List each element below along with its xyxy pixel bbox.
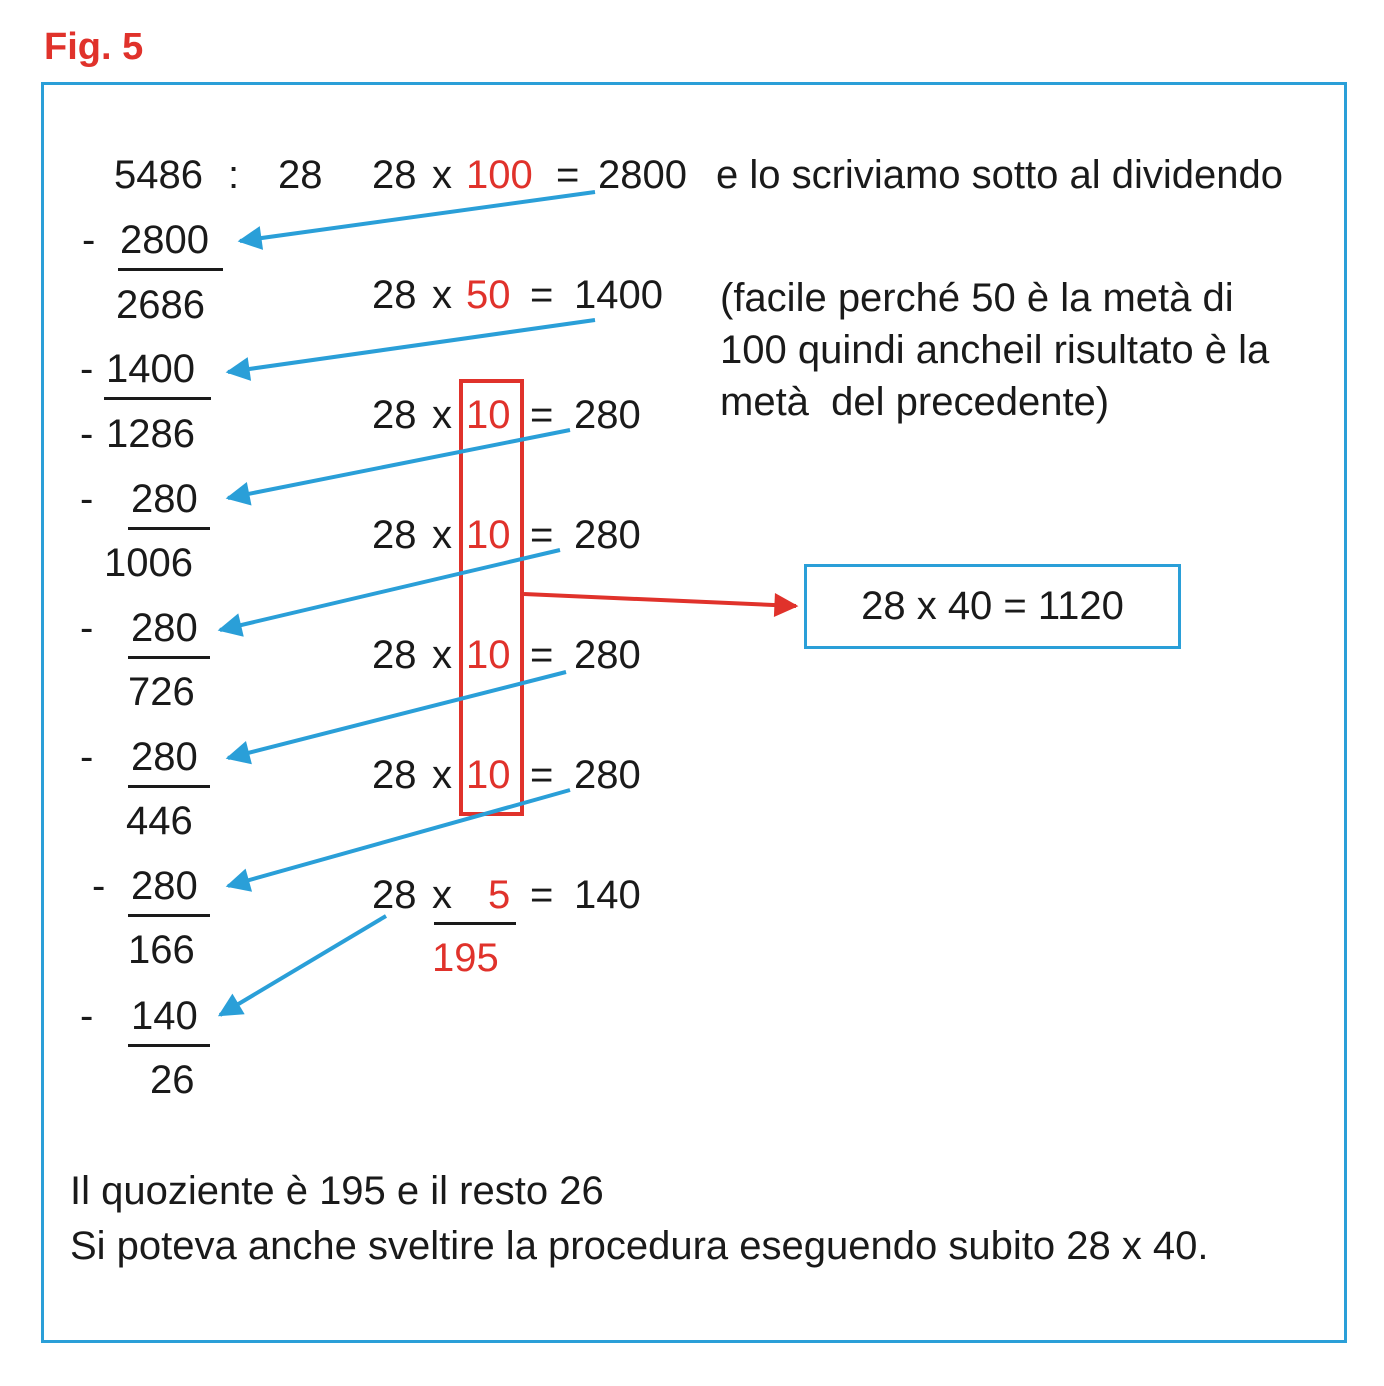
product-factor: 28 [372,273,417,317]
minus-sign: - [80,477,94,521]
product-multiplier: 10 [466,393,511,437]
product-equals: = [530,513,554,557]
product-factor: 28 [372,753,417,797]
subtrahend: 2800 [120,218,209,262]
product-times: x [432,273,452,317]
minus-sign: - [80,412,94,456]
arrow [220,916,386,1015]
minus-sign: - [92,864,106,908]
product-equals: = [530,393,554,437]
subtrahend: 280 [131,735,198,779]
explanation-line: (facile perché 50 è la metà di [720,276,1234,320]
product-factor: 28 [372,633,417,677]
subtrahend: 140 [131,994,198,1038]
product-factor: 28 [372,873,417,917]
remainder: 726 [128,670,195,714]
remainder: 2686 [116,283,205,327]
product-equals: = [530,633,554,677]
product-times: x [432,153,452,197]
minus-sign: - [80,347,94,391]
product-multiplier: 10 [466,633,511,677]
product-equals: = [530,873,554,917]
arrow [228,430,570,498]
subtrahend: 280 [131,477,198,521]
product-equals: = [530,753,554,797]
conclusion-line: Si poteva anche sveltire la procedura eseguendo subito 28 x 40. [70,1224,1209,1268]
remainder: 166 [128,928,195,972]
product-multiplier: 10 [466,513,511,557]
product-multiplier: 10 [466,753,511,797]
product-result: 280 [574,753,641,797]
product-factor: 28 [372,513,417,557]
remainder: 446 [126,799,193,843]
product-times: x [432,873,452,917]
product-result: 280 [574,393,641,437]
product-result: 280 [574,513,641,557]
subtrahend: 1400 [106,347,195,391]
divisor: 28 [278,153,323,197]
quotient-sum: 195 [432,936,499,980]
minus-sign: - [80,735,94,779]
remainder: 1006 [104,541,193,585]
shortcut-box: 28 x 40 = 1120 [804,564,1181,649]
division-colon: : [228,153,240,197]
explanation-line: metà del precedente) [720,380,1110,424]
product-result: 1400 [574,273,663,317]
product-times: x [432,393,452,437]
product-times: x [432,513,452,557]
product-equals: = [556,153,580,197]
final-remainder: 26 [150,1058,195,1102]
product-factor: 28 [372,393,417,437]
arrow [228,790,570,886]
arrow [524,594,796,606]
product-multiplier: 50 [466,273,511,317]
product-result: 2800 [598,153,687,197]
arrow [220,550,560,630]
figure-label: Fig. 5 [44,26,144,68]
minus-sign: - [80,994,94,1038]
product-times: x [432,633,452,677]
product-result: 280 [574,633,641,677]
product-multiplier: 5 [488,873,511,917]
product-multiplier: 100 [466,153,533,197]
product-result: 140 [574,873,641,917]
explanation-line: 100 quindi ancheil risultato è la [720,328,1270,372]
product-factor: 28 [372,153,417,197]
conclusion-line: Il quoziente è 195 e il resto 26 [70,1169,604,1213]
remainder: 1286 [106,412,195,456]
product-times: x [432,753,452,797]
subtrahend: 280 [131,864,198,908]
dividend: 5486 [114,153,203,197]
minus-sign: - [82,218,96,262]
minus-sign: - [80,606,94,650]
arrow [228,672,566,758]
arrow [240,192,595,241]
product-equals: = [530,273,554,317]
arrow [228,320,595,372]
product-note: e lo scriviamo sotto al dividendo [716,153,1283,197]
subtrahend: 280 [131,606,198,650]
